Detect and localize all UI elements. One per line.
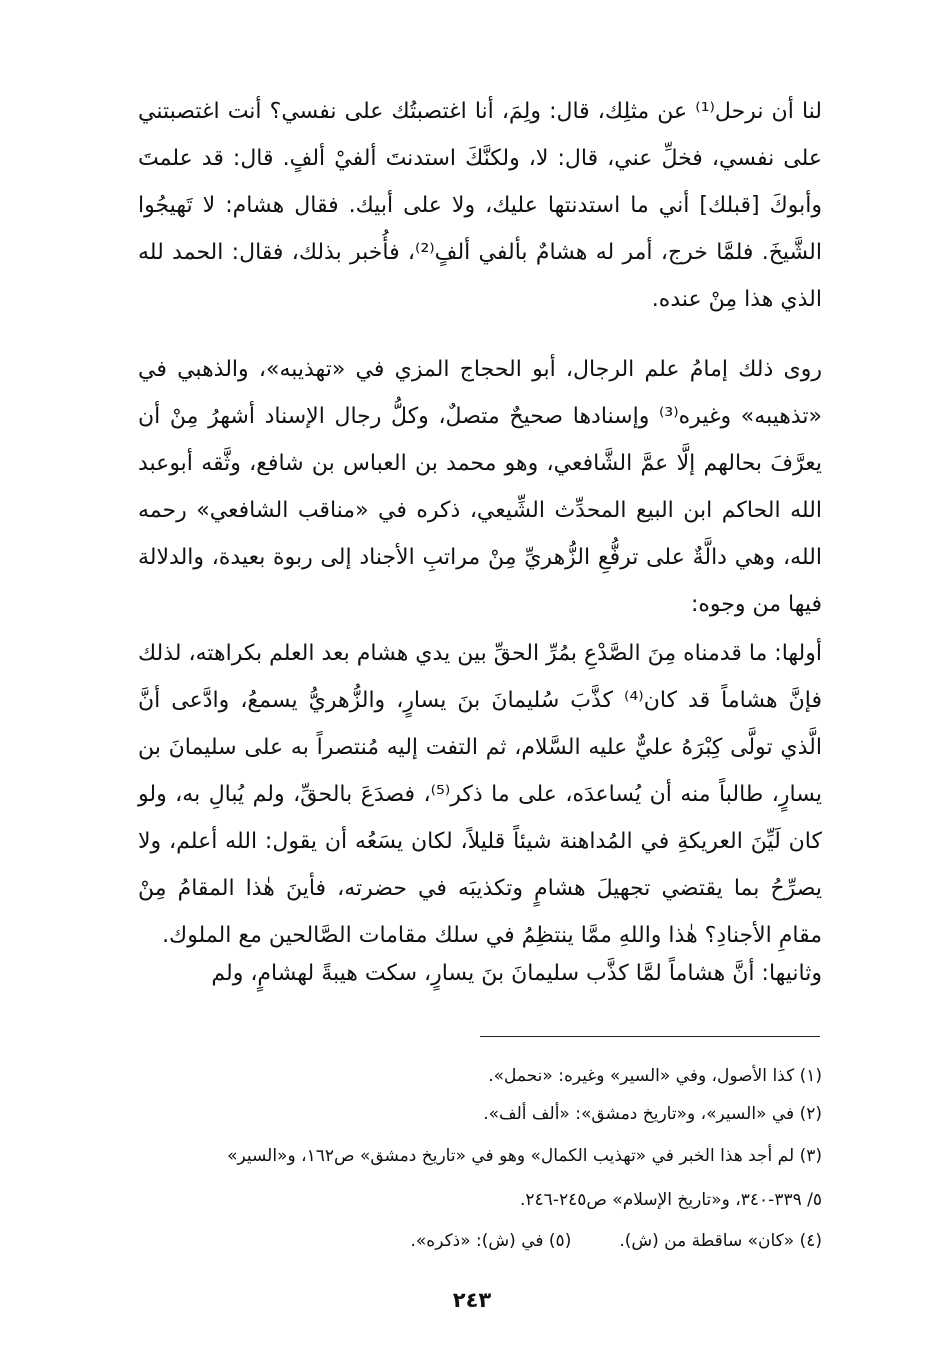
paragraph-2: روى ذلك إمامُ علم الرجال، أبو الحجاج المزي في «تهذيبه»، والذهبي في «تذهيبه» وغيره⁽³⁾ وإسنادها صحيحٌ متصلٌ، وكلُّ رجال الإسناد أشهرُ مِنْ أن يعرَّفَ بحالهم إلَّا عمَّ الشَّافعي، وهو محمد بن العباس بن شافع، وثَّقه أبوعبد الله الحاكم ابن البيع المحدِّث الشِّيعي، ذكره في «مناقب الشافعي» رحمه الله، وهي دالَّةٌ على ترفُّعِ الزُّهريِّ مِنْ مراتبِ الأجناد إلى ربوة بعيدة، والدلالة فيها من وجوه: [138, 357, 823, 617]
footnote-4: (٤) «كان» ساقطة من (ش). [619, 1231, 822, 1251]
main-text [138, 0, 822, 1010]
footnote-3: (٣) لم أجد هذا الخبر في «تهذيب الكمال» وهو في «تاريخ دمشق» ص١٦٢، و«السير» [227, 1146, 822, 1166]
page-number: ٢٤٣ [452, 1288, 492, 1312]
paragraph-4: وثانيها: أنَّ هشاماً لمَّا كذَّب سليمانَ بنَ يسارٍ، سكت هيبةً لهشامٍ، ولم [211, 961, 822, 986]
paragraph-1: لنا أن نرحل⁽¹⁾ عن مثلِك، قال: ولِمَ، أنا اغتصبتُك على نفسي؟ أنت اغتصبتني على نفسي، فخلِّ عني، قال: لا، ولكنَّكَ استدنتَ ألفيْ ألفٍ. قال: قد علمتَ وأبوكَ [قبلك] أني ما استدنتها عليك، ولا على أبيك. فقال هشام: لا تَهيجُوا الشَّيخَ. فلمَّا خرج، أمر له هشامٌ بألفي ألفٍ⁽²⁾، فأُخبر بذلك، فقال: الحمد لله الذي هذا مِنْ عنده. [138, 99, 822, 312]
footnote-2: (٢) في «السير»، و«تاريخ دمشق»: «ألف ألف». [483, 1104, 822, 1124]
paragraph-3: أولها: ما قدمناه مِنَ الصَّدْعِ بمُرِّ الحقِّ بين يدي هشام بعد العلم بكراهته، لذلك فإنَّ هشاماً قد كان⁽⁴⁾ كذَّبَ سُليمانَ بنَ يسارٍ، والزُّهريُّ يسمعُ، وادَّعى أنَّ الَّذي تولَّى كِبْرَهُ عليٌّ عليه السَّلام، ثم التفت إليه مُنتصراً به على سليمانَ بن يسارٍ، طالباً منه أن يُساعدَه، على ما ذكر⁽⁵⁾، فصدَعَ بالحقِّ، ولم يُبالِ به، ولو كان لَيِّنَ العريكةِ في المُداهنة شيئاً قليلاً، لكان يسَعُه أن يقول: الله أعلم، ولا يصرِّحُ بما يقتضي تجهيلَ هشامٍ وتكذيبَه في حضرته، فأينَ هٰذا المقامُ مِنْ مقامِ الأجنادِ؟ هٰذا واللهِ ممَّا ينتظِمُ في سلك مقامات الصَّالحين مع الملوك. [138, 641, 822, 948]
footnotes-4-5 [130, 1229, 822, 1253]
footnote-1: (١) كذا الأصول، وفي «السير» وغيره: «نحمل». [488, 1066, 822, 1086]
footnote-3-continued: ٥/ ٣٣٩-٣٤٠، و«تاريخ الإسلام» ص٢٤٥-٢٤٦. [519, 1190, 822, 1210]
footnote-5: (٥) في (ش): «ذكره». [410, 1231, 572, 1251]
footnote-separator [480, 1036, 820, 1037]
